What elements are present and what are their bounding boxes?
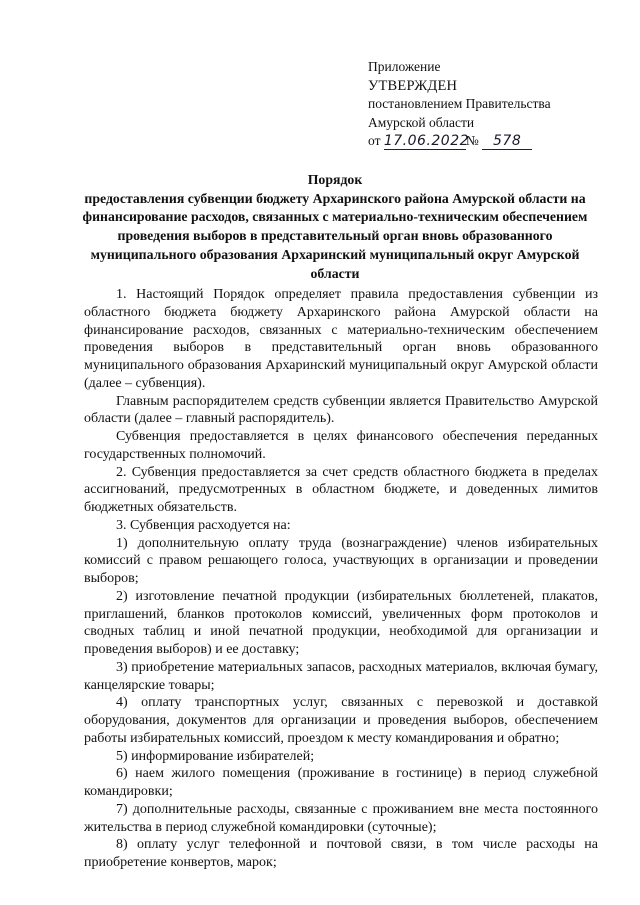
handwritten-number: 578	[482, 134, 532, 150]
paragraph: 3) приобретение материальных запасов, расходных материалов, включая бумагу, канцелярские товары;	[84, 659, 598, 693]
paragraph: 8) оплату услуг телефонной и почтовой связи, в том числе расходы на приобретение конвертов, марок;	[84, 837, 598, 870]
approved-label: УТВЕРЖДЕН	[368, 77, 458, 94]
paragraph: 2. Субвенция предоставляется за счет средств областного бюджета в пределах ассигнований, предусмотренных в областном бюджете, и доведенных лимитов бюджетных обязательств.	[84, 464, 598, 515]
title-text: предоставления субвенции бюджету Архаринского района Амурской области на финансирование расходов, связанных с материально-техническим обеспечением проведения выборов в представительный орган вновь образованного муниципального образования Архаринский муниципальный округ Амурской области	[82, 190, 588, 281]
number-label: №	[465, 133, 479, 148]
document-title	[70, 171, 600, 283]
paragraph: 4) оплату транспортных услуг, связанных с перевозкой и доставкой оборудования, документов для организации и проведения выборов, обеспечением работы избирательных комиссий, проездом к месту командирования и обратно;	[84, 695, 598, 746]
paragraph: 2) изготовление печатной продукции (избирательных бюллетеней, плакатов, приглашений, бланков протоколов комиссий, увеличенных форм протоколов и сводных таблиц и иной печатной продукции, необходимой для организации и проведения выборов) и ее доставку;	[84, 588, 598, 657]
handwritten-date: 17.06.2022	[383, 133, 470, 149]
region-label: Амурской области	[368, 114, 475, 130]
document-body	[84, 286, 598, 872]
resolution-label: постановлением Правительства	[368, 96, 551, 111]
date-prefix: от	[368, 133, 381, 148]
paragraph: 5) информирование избирателей;	[116, 748, 315, 764]
date-number-line	[368, 132, 608, 151]
paragraph: 1) дополнительную оплату труда (вознаграждение) членов избирательных комиссий с правом решающего голоса, участвующих в организации и проведении выборов;	[84, 535, 598, 586]
appendix-label: Приложение	[368, 59, 441, 74]
paragraph: 7) дополнительные расходы, связанные с проживанием вне места постоянного жительства в период служебной командировки (суточные);	[84, 801, 598, 835]
approval-block	[368, 58, 608, 151]
paragraph: Субвенция предоставляется в целях финансового обеспечения переданных государственных полномочий.	[84, 429, 598, 462]
paragraph: 1. Настоящий Порядок определяет правила предоставления субвенции из областного бюджета бюджету Архаринского района Амурской области на финансирование расходов, связанных с материально-техническим обеспечением проведения выборов в представительный орган вновь образованного муниципального образования Архаринский муниципальный округ Амурской области (далее – субвенция).	[84, 287, 598, 391]
paragraph: 6) наем жилого помещения (проживание в гостинице) в период служебной командировки;	[84, 766, 598, 799]
paragraph: 3. Субвенция расходуется на:	[116, 517, 291, 533]
title-heading: Порядок	[307, 172, 363, 187]
paragraph: Главным распорядителем средств субвенции является Правительство Амурской области (далее – главный распорядитель).	[84, 393, 598, 427]
